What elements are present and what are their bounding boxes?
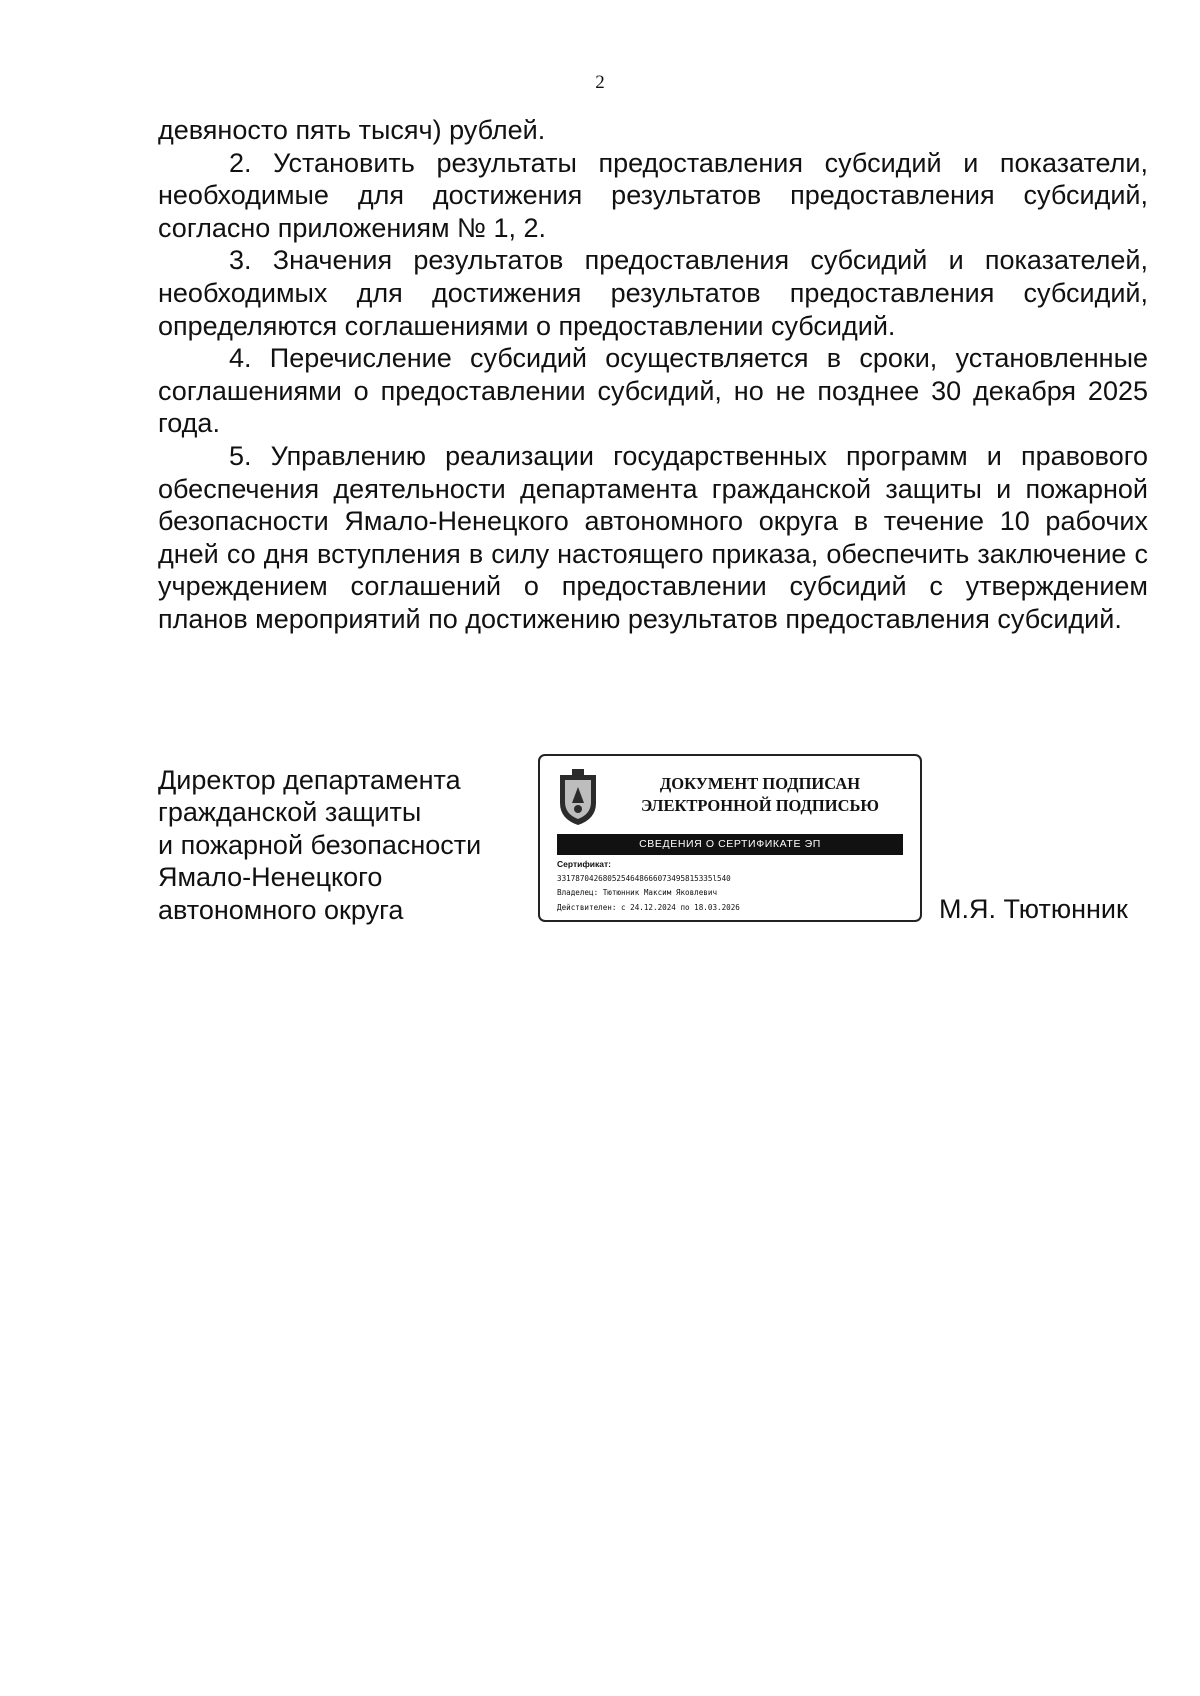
certificate-info-bar: СВЕДЕНИЯ О СЕРТИФИКАТЕ ЭП	[557, 834, 903, 855]
page-number: 2	[595, 72, 605, 93]
signer-title-line: Директор департамента	[158, 765, 461, 795]
certificate-owner: Владелец: Тютюнник Максим Яковлевич	[557, 888, 718, 897]
paragraph: 3. Значения результатов предоставления субсидий и показателей, необходимых для достижения результатов предоставления субсидий, определяются соглашениями о предоставлении субсидий.	[158, 245, 1148, 341]
stamp-heading-line: ЭЛЕКТРОННОЙ ПОДПИСЬЮ	[641, 796, 879, 815]
signer-title-line: Ямало-Ненецкого	[158, 862, 383, 893]
signer-title-line: гражданской защиты	[158, 797, 422, 828]
certificate-label: Сертификат:	[557, 859, 611, 869]
paragraph: 2. Установить результаты предоставления субсидий и показатели, необходимые для достижения результатов предоставления субсидий, согласно приложениям № 1, 2.	[158, 147, 1148, 243]
certificate-validity: Действителен: с 24.12.2024 по 18.03.2026	[557, 902, 740, 912]
stamp-heading-line: ДОКУМЕНТ ПОДПИСАН	[659, 774, 861, 793]
signer-title	[158, 764, 481, 926]
signer-title-line: и пожарной безопасности	[158, 829, 482, 860]
signer-name: М.Я. Тютюнник	[939, 894, 1128, 924]
stamp-heading	[610, 773, 910, 817]
yanao-coat-of-arms-icon	[556, 767, 600, 829]
document-body	[158, 114, 1148, 636]
electronic-signature-stamp	[538, 754, 922, 922]
paragraph: 4. Перечисление субсидий осуществляется в сроки, установленные соглашениями о предоставлении субсидий, но не позднее 30 декабря 2025 года.	[158, 343, 1148, 439]
paragraph: 5. Управлению реализации государственных программ и правового обеспечения деятельности департамента гражданской защиты и пожарной безопасности Ямало-Ненецкого автономного округа в течение 10 рабочих дней со дня вступления в силу настоящего приказа, обеспечить заключение с учреждением соглашений о предоставлении субсидий с утверждением планов мероприятий по достижению результатов предоставления субсидий.	[158, 440, 1148, 634]
certificate-details	[557, 857, 907, 915]
paragraph: девяносто пять тысяч) рублей.	[158, 115, 546, 145]
signer-title-line: автономного округа	[158, 894, 404, 925]
certificate-number: 3317870426805254648666073495815335l540	[557, 873, 731, 883]
